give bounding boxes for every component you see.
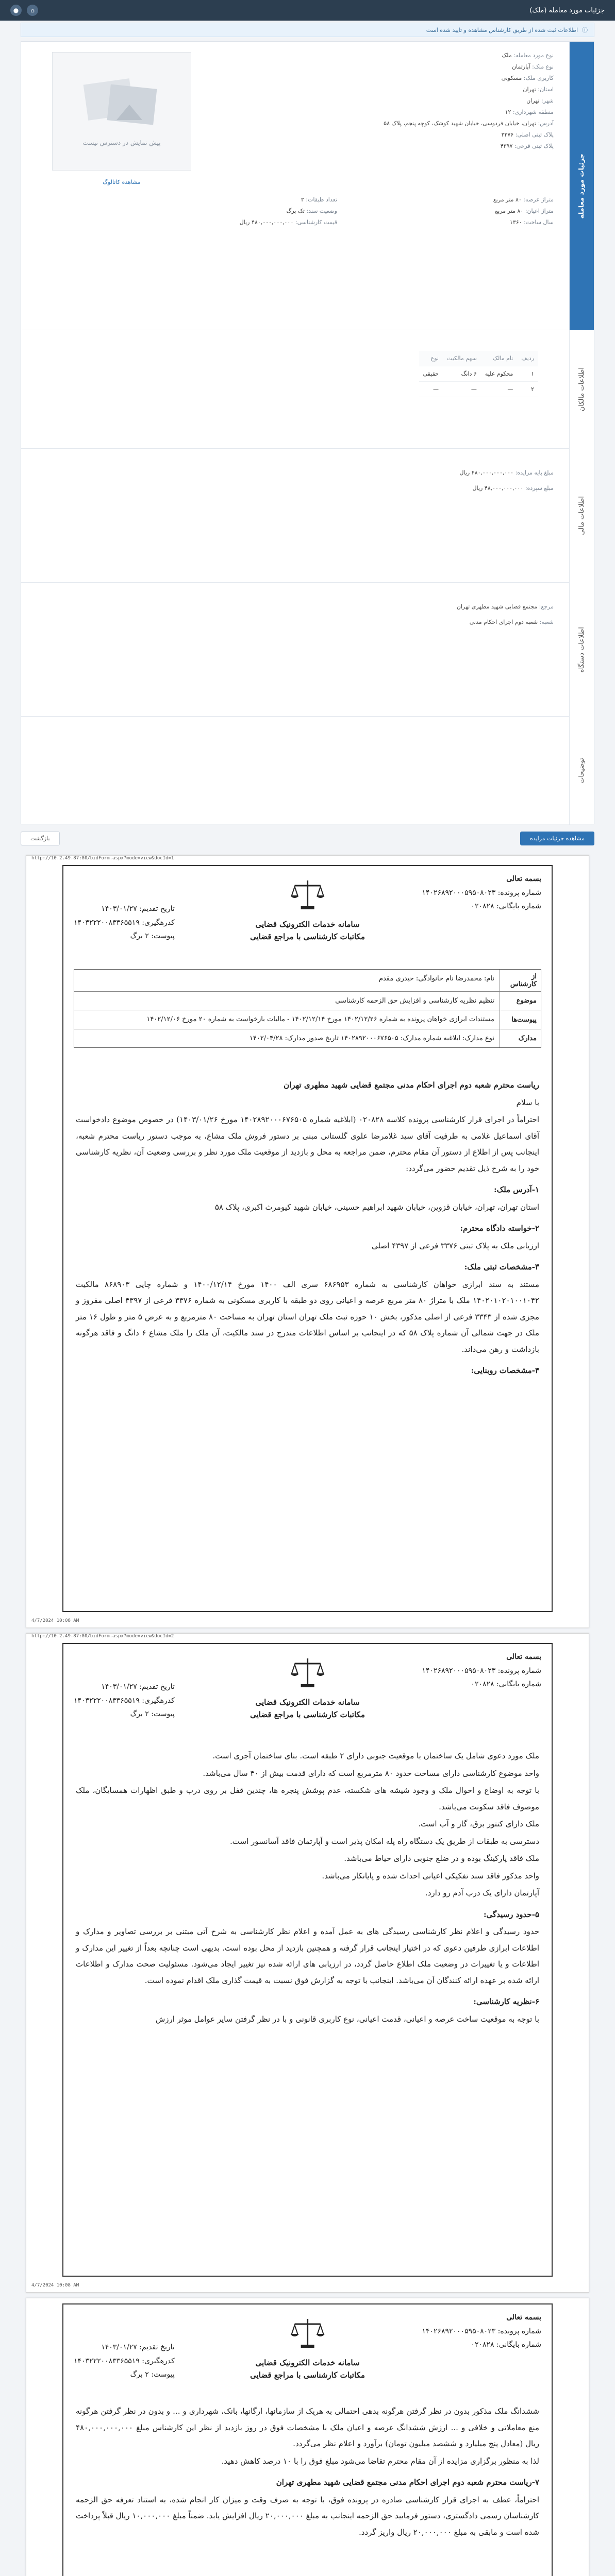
doc-heading: ۵-حدود رسیدگی: (484, 1909, 539, 1919)
tab-description[interactable]: توضیحات (569, 717, 594, 825)
info-value: مستندات ابرازی خواهان پرونده به شماره ۱۴۰۲/۱۲/۲۶ مورخ ۱۴۰۲/۱۲/۱۴ - مالیات بازخواست به شماره ۲۰ مورخ ۱۴۰۲/۱۲/۰۶ (146, 1015, 494, 1024)
info-label: پیوست‌ها (500, 1010, 541, 1028)
doc-body-2 (76, 1747, 539, 2028)
field-build-year: سال ساخت: ۱۳۶۰ (509, 219, 554, 226)
field-province: استان: تهران (523, 86, 554, 93)
section-description (21, 717, 569, 825)
field-land-area: متراژ عرصه: ۸۰ متر مربع (493, 196, 554, 203)
owners-header: نوع (419, 351, 443, 366)
doc-paragraph: واحد مذکور فاقد سند تفکیکی اعیانی احداث شده و پایانکار می‌باشد. (322, 1871, 539, 1880)
table-row: ۲ — — — (419, 382, 538, 397)
field-authority: مرجع: مجتمع قضایی شهید مطهری تهران (456, 603, 554, 610)
field-property-type: نوع ملک: آپارتمان (511, 63, 554, 70)
doc-header-right (422, 1650, 541, 1691)
info-label: از کارشناس (500, 970, 541, 991)
doc-greeting: با سلام (516, 1097, 539, 1107)
section-item-details (21, 42, 569, 330)
doc-frame (62, 1643, 553, 2277)
doc-paragraph: ملک مورد دعوی شامل یک ساختمان با موقعیت جنوبی دارای ۲ طبقه است. بنای ساختمان آجری است. (212, 1751, 539, 1760)
doc-org1: سامانه خدمات الکترونیک قضایی (255, 920, 360, 929)
section-device (21, 583, 569, 717)
image-caption: پیش نمایش در دسترس نیست (82, 139, 161, 146)
doc-org2: مکاتبات کارشناسی با مراجع قضایی (250, 1710, 365, 1719)
field-sub-plate: پلاک ثبتی فرعی: ۴۳۹۷ (500, 143, 554, 149)
field-main-plate: پلاک ثبتی اصلی: ۳۳۷۶ (501, 131, 554, 138)
doc-track: کدرهگیری: ۱۴۰۳۲۲۲۰۰۸۳۳۶۵۵۱۹ (74, 2357, 175, 2365)
doc-header-left (74, 902, 175, 943)
doc-bismillah: بسمه تعالی (506, 875, 541, 883)
doc-bismillah: بسمه تعالی (506, 1653, 541, 1661)
field-deposit: مبلغ سپرده: ۴۸,۰۰۰,۰۰۰,۰۰۰ ریال (472, 485, 554, 492)
alert-text: اطلاعات ثبت شده از طریق کارشناس مشاهده و تایید شده است (426, 26, 578, 33)
info-label: مدارک (500, 1029, 541, 1047)
footer-buttons (21, 829, 594, 847)
doc-file-no: شماره پرونده: ۱۴۰۲۶۸۹۲۰۰۰۵۹۵۰۸۰۲۳ (422, 2327, 541, 2335)
image-placeholder-icon (80, 76, 163, 133)
owners-header: ردیف (517, 351, 538, 366)
field-floors: تعداد طبقات: ۲ (301, 196, 337, 203)
details-card (21, 41, 594, 824)
scale-of-justice-icon (290, 1654, 326, 1690)
doc-header-center (250, 876, 365, 943)
field-branch: شعبه: شعبه دوم اجرای احکام مدنی (469, 619, 554, 625)
doc-paragraph: واحد موضوع کارشناسی دارای مساحت حدود ۸۰ مترمربع است که دارای قدمت بیش از ۴۰ سال می‌باشد. (203, 1768, 539, 1778)
doc-archive-no: شماره بایگانی: ۰۲۰۸۲۸ (471, 1680, 541, 1689)
doc-track: کدرهگیری: ۱۴۰۳۲۲۲۰۰۸۳۳۶۵۵۱۹ (74, 1696, 175, 1705)
doc-paragraph: با توجه به اوضاع و احوال ملک و وجود شیشه های شکسته، عدم پوشش پنجره ها، چندین قفل بر روی درب و طبق اظهارات همسایگان، ملک موصوف فاقد سکونت می‌باشد. (76, 1786, 539, 1811)
field-address: آدرس: تهران، خیابان فردوسی، خیابان شهید کوشک، کوچه پنجم، پلاک ۵۸ (384, 120, 554, 127)
tab-item-details[interactable]: جزئیات مورد معامله (569, 42, 594, 330)
doc-header-center (250, 2315, 365, 2381)
doc-heading: ۴-مشخصات روبنایی: (471, 1366, 539, 1375)
info-value: تنظیم نظریه کارشناسی و افزایش حق الزحمه کارشناسی (335, 997, 494, 1005)
doc-date: تاریخ تقدیم: ۱۴۰۳/۰۱/۲۷ (101, 905, 175, 913)
section-owners (21, 330, 569, 449)
owners-header: نام مالک (481, 351, 517, 366)
catalog-link[interactable]: مشاهده کاتالوگ (103, 179, 141, 185)
doc-attach: پیوست: ۲ برگ (130, 932, 175, 941)
tab-device[interactable]: اطلاعات دستگاه (569, 583, 594, 717)
doc-timestamp: 4/7/2024 10:08 AM (31, 2283, 79, 2288)
info-value: نام: محمدرضا نام خانوادگی: حیدری مقدم (378, 975, 494, 982)
doc-paragraph: با توجه به موقعیت ساخت عرصه و اعیانی، قدمت اعیانی، نوع کاربری قانونی و با در نظر گرفتن سایر عوامل موثر ارزش (155, 2014, 539, 2024)
doc-paragraph: ملک دارای کنتور برق، گاز و آب است. (418, 1819, 539, 1828)
doc-heading: ۳-مشخصات ثبتی ملک: (464, 1262, 539, 1272)
doc-paragraph: لذا به منظور برگزاری مزایده از آن مقام محترم تقاضا می‌شود مبلغ فوق را با ۱۰ درصد کاهش دهید. (221, 2456, 539, 2466)
doc-org1: سامانه خدمات الکترونیک قضایی (255, 1698, 360, 1707)
doc-heading: ۷-ریاست محترم شعبه دوم اجرای احکام مدنی مجتمع قضایی شهید مطهری تهران (276, 2478, 539, 2487)
doc-frame (62, 865, 553, 1612)
doc-paragraph: ملک فاقد پارکینگ بوده و در ضلع جنوبی دارای حیاط می‌باشد. (344, 1854, 539, 1863)
doc-attach: پیوست: ۲ برگ (130, 1710, 175, 1719)
doc-paragraph: ارزیابی ملک به پلاک ثبتی ۳۳۷۶ فرعی از ۴۳۹۷ اصلی (371, 1241, 539, 1250)
doc-paragraph: استان تهران، تهران، خیابان قزوین، خیابان شهید ابراهیم حسینی، خیابان شهید کیومرث اکبری، پلاک ۵۸ (214, 1202, 539, 1212)
info-value: نوع مدارک: ابلاغیه شماره مدارک: ۱۴۰۲۸۹۲۰۰۰۶۷۶۵۰۵ تاریخ صدور مدارک: ۱۴۰۲/۰۴/۲۸ (249, 1034, 494, 1042)
info-alert (21, 23, 594, 37)
doc-paragraph: احتراماً، عطف به اجرای قرار کارشناسی صادره در پرونده فوق، با توجه به صرف وقت و میزان کار انجام شده، به استناد تعرفه حق الزحمه کارشناسان رسمی دادگستری، دستور فرمایید حق الزحمه اینجانب به مبلغ ۲۰,۰۰۰,۰۰۰ ریال افزایش یابد. ضمناً مبلغ ۱۰,۰۰۰,۰۰۰ ریال قبلاً پرداخت شده است و مابقی به مبلغ ۲۰,۰۰۰,۰۰۰ ریال واریز گردد. (76, 2495, 539, 2537)
tab-finance[interactable]: اطلاعات مالی (569, 449, 594, 583)
doc-file-no: شماره پرونده: ۱۴۰۲۶۸۹۲۰۰۰۵۹۵۰۸۰۲۳ (422, 1666, 541, 1675)
doc-addressee: ریاست محترم شعبه دوم اجرای احکام مدنی مجتمع قضایی شهید مطهری تهران (284, 1080, 539, 1090)
doc-header-left (74, 1680, 175, 1721)
doc-paragraph: مستند به سند ابرازی خواهان کارشناسی به شماره ۶۸۶۹۵۳ سری الف ۱۴۰۰ مورخ ۱۴۰۰/۱۲/۱۴ و شماره چاپی ۸۶۸۹۰۳ مالکیت ۱۴۰۲۰۱۰۲۰۱۰۰۱۰۴۲ ملک با متراژ ۸۰ متر مربع عرصه و اعیانی روی دو طبقه با کاربری مسکونی به شماره ۳۳۷۶ فرعی از ۴۳۹۷ اصلی مفروز و مجزی شده از ۳۳۴۳ فرعی از اصلی مذکور، بخش ۱۰ حوزه ثبت ملک تهران استان تهران به مساحت ۸۰ مترمربع و به عرض ۵ متر و طول ۱۶ متر ملک در جهت شمالی آن شماره پلاک ۵۸ که در اینجانب بر اساس اطلاعات مندرج در سند مالکیت، آن ملک را ملک مشاع ۶ دانگ و فاقد هرگونه بازداشت و رهن می‌داند. (76, 1279, 540, 1354)
doc-url: http://10.2.49.87:80/bidForm.aspx?mode=view&docId=2 (31, 1634, 174, 1639)
doc-archive-no: شماره بایگانی: ۰۲۰۸۲۸ (471, 2341, 541, 2349)
doc-header-right (422, 872, 541, 913)
user-icon[interactable]: ● (10, 5, 22, 16)
doc-org2: مکاتبات کارشناسی با مراجع قضایی (250, 2370, 365, 2380)
document-page-3 (26, 2298, 589, 2576)
doc-attach: پیوست: ۲ برگ (130, 2370, 175, 2379)
doc-paragraph: حدود رسیدگی و اعلام نظر کارشناسی رسیدگی های به عمل آمده و اعلام نظر کارشناسی به شرح آتی مبتنی بر بررسی تصاویر و مدارک و اطلاعات ابرازی طرفین دعوی که در اختیار اینجانب قرار گرفته و همچنین بازدید از محل بوده است. بدیهی است چنانچه بعداً از تغییر این مدارک و اطلاعات و یا تغییرات در وضعیت ملک اطلاع حاصل گردد، در ارزیابی های ارائه شده نیز تغییر ایجاد می‌شود. مسئولیت صحت مدارک و اطلاعات ارائه شده بر عهده ارائه کنندگان آن می‌باشد. اینجانب با توجه به گزارش فوق نسبت به قیمت گذاری ملک اقدام نموده است. (76, 1927, 539, 1985)
doc-org1: سامانه خدمات الکترونیک قضایی (255, 2358, 360, 2367)
document-page-2 (26, 1633, 589, 2293)
info-icon: ⓘ (582, 27, 588, 33)
doc-track: کدرهگیری: ۱۴۰۳۲۲۲۰۰۸۳۳۶۵۵۱۹ (74, 918, 175, 927)
image-placeholder (52, 52, 191, 185)
info-label: موضوع (500, 992, 541, 1010)
field-appraisal: قیمت کارشناسی: ۴۸۰,۰۰۰,۰۰۰,۰۰۰ ریال (239, 219, 337, 226)
doc-frame (62, 2303, 553, 2576)
doc-paragraph: احتراماً در اجرای قرار کارشناسی پرونده کلاسه ۰۲۰۸۲۸ (ابلاغیه شماره ۱۴۰۲۸۹۲۰۰۰۶۷۶۵۰۵ مورخ ۱۴۰۳/۰۱/۲۶) در خصوص موضوع دادخواست آقای اسماعیل غلامی به طرفیت آقای سید غلامرضا علوی گلستانی مبنی بر دستور فروش ملک مشاع، به موجب دستور ریاست محترم شعبه، اینجانب پس از اطلاع از دستور آن مقام محترم، ضمن مراجعه به محل و بازدید از موقعیت ملک مورد نظر و بررسی وضعیت آن، نظریه کارشناسی خود را به شرح ذیل تقدیم حضور می‌گردد: (76, 1115, 539, 1173)
doc-heading: ۶-نظریه کارشناسی: (473, 1997, 539, 2006)
doc-header-right (422, 2311, 541, 2352)
page-title: جزئیات مورد معامله (ملک) (529, 6, 605, 14)
table-row: ۱ محکوم علیه ۶ دانگ حقیقی (419, 366, 538, 382)
view-auction-button[interactable]: مشاهده جزئیات مزایده (520, 832, 594, 845)
doc-archive-no: شماره بایگانی: ۰۲۰۸۲۸ (471, 902, 541, 911)
doc-paragraph: دسترسی به طبقات از طریق یک دستگاه راه پله امکان پذیر است و آپارتمان فاقد آسانسور است. (230, 1836, 539, 1846)
field-city: شهر: تهران (526, 97, 554, 104)
field-building-area: متراژ اعیان: ۸۰ متر مربع (495, 208, 554, 214)
doc-header-center (250, 1654, 365, 1721)
field-base-price: مبلغ پایه مزایده: ۴۸۰,۰۰۰,۰۰۰,۰۰۰ ریال (459, 469, 554, 476)
field-usage: کاربری ملک: مسکونی (501, 75, 554, 81)
document-page-1 (26, 855, 589, 1628)
doc-body-1 (76, 1072, 539, 1379)
doc-body-3 (76, 2402, 539, 2541)
doc-date: تاریخ تقدیم: ۱۴۰۳/۰۱/۲۷ (101, 1683, 175, 1691)
home-icon[interactable]: ⌂ (27, 5, 38, 16)
owners-table (419, 351, 538, 397)
doc-file-no: شماره پرونده: ۱۴۰۲۶۸۹۲۰۰۰۵۹۵۰۸۰۲۳ (422, 888, 541, 897)
doc-heading: ۱-آدرس ملک: (494, 1185, 539, 1194)
field-deed: وضعیت سند: تک برگ (286, 208, 337, 214)
doc-paragraph: آپارتمان دارای یک درب آدم رو دارد. (425, 1888, 539, 1897)
top-bar (0, 0, 615, 21)
doc-heading: ۲-خواسته دادگاه محترم: (460, 1224, 539, 1233)
doc-info-box (74, 969, 541, 1048)
field-type: نوع مورد معامله: ملک (502, 52, 554, 59)
tab-owners[interactable]: اطلاعات مالکان (569, 330, 594, 449)
back-button[interactable]: بازگشت (21, 832, 60, 845)
scale-of-justice-icon (290, 2315, 326, 2351)
doc-date: تاریخ تقدیم: ۱۴۰۳/۰۱/۲۷ (101, 2343, 175, 2351)
owners-header: سهم مالکیت (443, 351, 481, 366)
doc-url: http://10.2.49.87:80/bidForm.aspx?mode=view&docId=1 (31, 856, 174, 861)
doc-bismillah: بسمه تعالی (506, 2313, 541, 2321)
doc-org2: مکاتبات کارشناسی با مراجع قضایی (250, 932, 365, 941)
doc-header-left (74, 2341, 175, 2382)
field-district: منطقه شهرداری: ۱۲ (505, 109, 554, 115)
section-finance (21, 449, 569, 583)
doc-timestamp: 4/7/2024 10:08 AM (31, 1618, 79, 1623)
doc-paragraph: ششدانگ ملک مذکور بدون در نظر گرفتن هرگونه بدهی احتمالی به هریک از سازمانها، ارگانها، بانک، شهرداری و ... و بدون در نظر گرفتن هرگونه منع معاملاتی و خلافی و ... ارزش ششدانگ عرصه و اعیان ملک با مشخصات فوق در روز بازدید از نظر این کارشناس مبلغ ۴۸۰,۰۰۰,۰۰۰,۰۰۰ ریال (معادل پنج میلیارد و ششصد میلیون تومان) برآورد و اعلام نظر می‌گردد. (76, 2406, 539, 2448)
scale-of-justice-icon (290, 876, 326, 912)
